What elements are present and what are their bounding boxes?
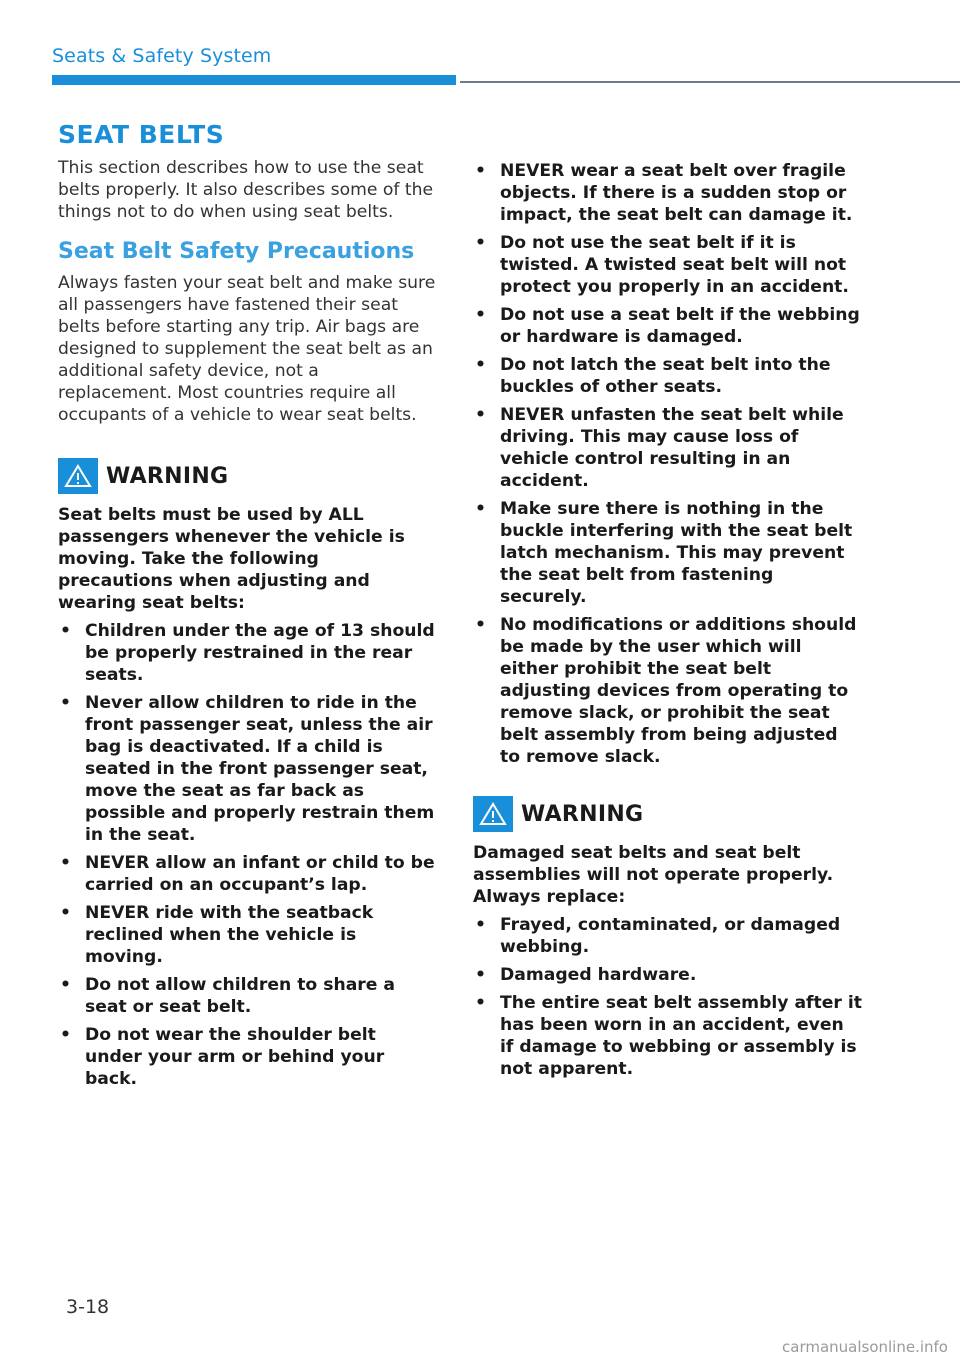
list-item: • Never allow children to ride in the front passenger seat, unless the air bag is deactivated. If a child is seated in the front passenger seat, move the seat as far back as possible and properly restrain them in the seat.	[60, 693, 435, 845]
bullet: •	[475, 405, 486, 425]
precaution-list	[473, 160, 863, 768]
bullet: •	[60, 621, 71, 641]
bullet: •	[475, 161, 486, 181]
warning-lead: Damaged seat belts and seat belt assemblies will not operate properly. Always replace:	[473, 843, 834, 907]
list-item: • Do not use a seat belt if the webbing or hardware is damaged.	[475, 305, 860, 347]
bullet: •	[60, 1025, 71, 1045]
section-subtitle: Seat Belt Safety Precautions	[58, 239, 415, 264]
list-item: • NEVER wear a seat belt over fragile objects. If there is a sudden stop or impact, the seat belt can damage it.	[475, 161, 853, 225]
bullet: •	[475, 355, 486, 375]
list-item: • No modifications or additions should be made by the user which will either prohibit the seat belt adjusting devices from operating to remove slack, or prohibit the seat belt assembly from being adjusted to remove slack.	[475, 615, 857, 767]
right-column	[473, 160, 863, 1086]
bullet: •	[475, 233, 486, 253]
list-item: • Children under the age of 13 should be properly restrained in the rear seats.	[60, 621, 435, 685]
warning-list	[473, 914, 863, 1080]
header-rule-blue	[52, 75, 456, 85]
list-item: • Do not allow children to share a seat or seat belt.	[60, 975, 396, 1017]
header-rule-gray	[460, 81, 960, 83]
intro-paragraph: This section describes how to use the seat belts properly. It also describes some of the things not to do when using seat belts.	[58, 158, 434, 222]
bullet: •	[475, 499, 486, 519]
warning-triangle-icon	[473, 796, 513, 832]
left-column	[58, 120, 438, 1096]
warning-title: WARNING	[521, 801, 644, 827]
bullet: •	[475, 915, 486, 935]
page-number: 3-18	[66, 1296, 110, 1318]
bullet: •	[475, 965, 486, 985]
list-item: • Damaged hardware.	[475, 965, 697, 985]
list-item: • NEVER unfasten the seat belt while driving. This may cause loss of vehicle control resulting in an accident.	[475, 405, 844, 491]
bullet: •	[60, 975, 71, 995]
bullet: •	[60, 903, 71, 923]
bullet: •	[475, 993, 486, 1013]
list-item: • NEVER ride with the seatback reclined when the vehicle is moving.	[60, 903, 374, 967]
list-item: • Do not wear the shoulder belt under your arm or behind your back.	[60, 1025, 385, 1089]
list-item: • Make sure there is nothing in the buckle interfering with the seat belt latch mechanism. This may prevent the seat belt from fastening securely.	[475, 499, 853, 607]
section-header: Seats & Safety System	[52, 45, 272, 67]
list-item: • The entire seat belt assembly after it has been worn in an accident, even if damage to webbing or assembly is not apparent.	[475, 993, 862, 1079]
warning-heading	[58, 458, 438, 494]
warning-lead: Seat belts must be used by ALL passengers whenever the vehicle is moving. Take the following precautions when adjusting and wearing seat belts:	[58, 505, 405, 613]
bullet: •	[60, 853, 71, 873]
bullet: •	[475, 615, 486, 635]
warning-list	[58, 620, 438, 1090]
bullet: •	[475, 305, 486, 325]
warning-triangle-icon	[58, 458, 98, 494]
list-item: • Do not latch the seat belt into the buckles of other seats.	[475, 355, 831, 397]
watermark-text: carmanualsonline.info	[782, 1338, 948, 1356]
body-paragraph: Always fasten your seat belt and make sure all passengers have fastened their seat belts before starting any trip. Air bags are designed to supplement the seat belt as an additional safety device, not a replacement. Most countries require all occupants of a vehicle to wear seat belts.	[58, 273, 436, 425]
bullet: •	[60, 693, 71, 713]
list-item: • Frayed, contaminated, or damaged webbing.	[475, 915, 841, 957]
warning-heading	[473, 796, 863, 832]
warning-title: WARNING	[106, 463, 229, 489]
list-item: • Do not use the seat belt if it is twisted. A twisted seat belt will not protect you properly in an accident.	[475, 233, 849, 297]
list-item: • NEVER allow an infant or child to be carried on an occupant’s lap.	[60, 853, 435, 895]
page-title: SEAT BELTS	[58, 120, 225, 149]
